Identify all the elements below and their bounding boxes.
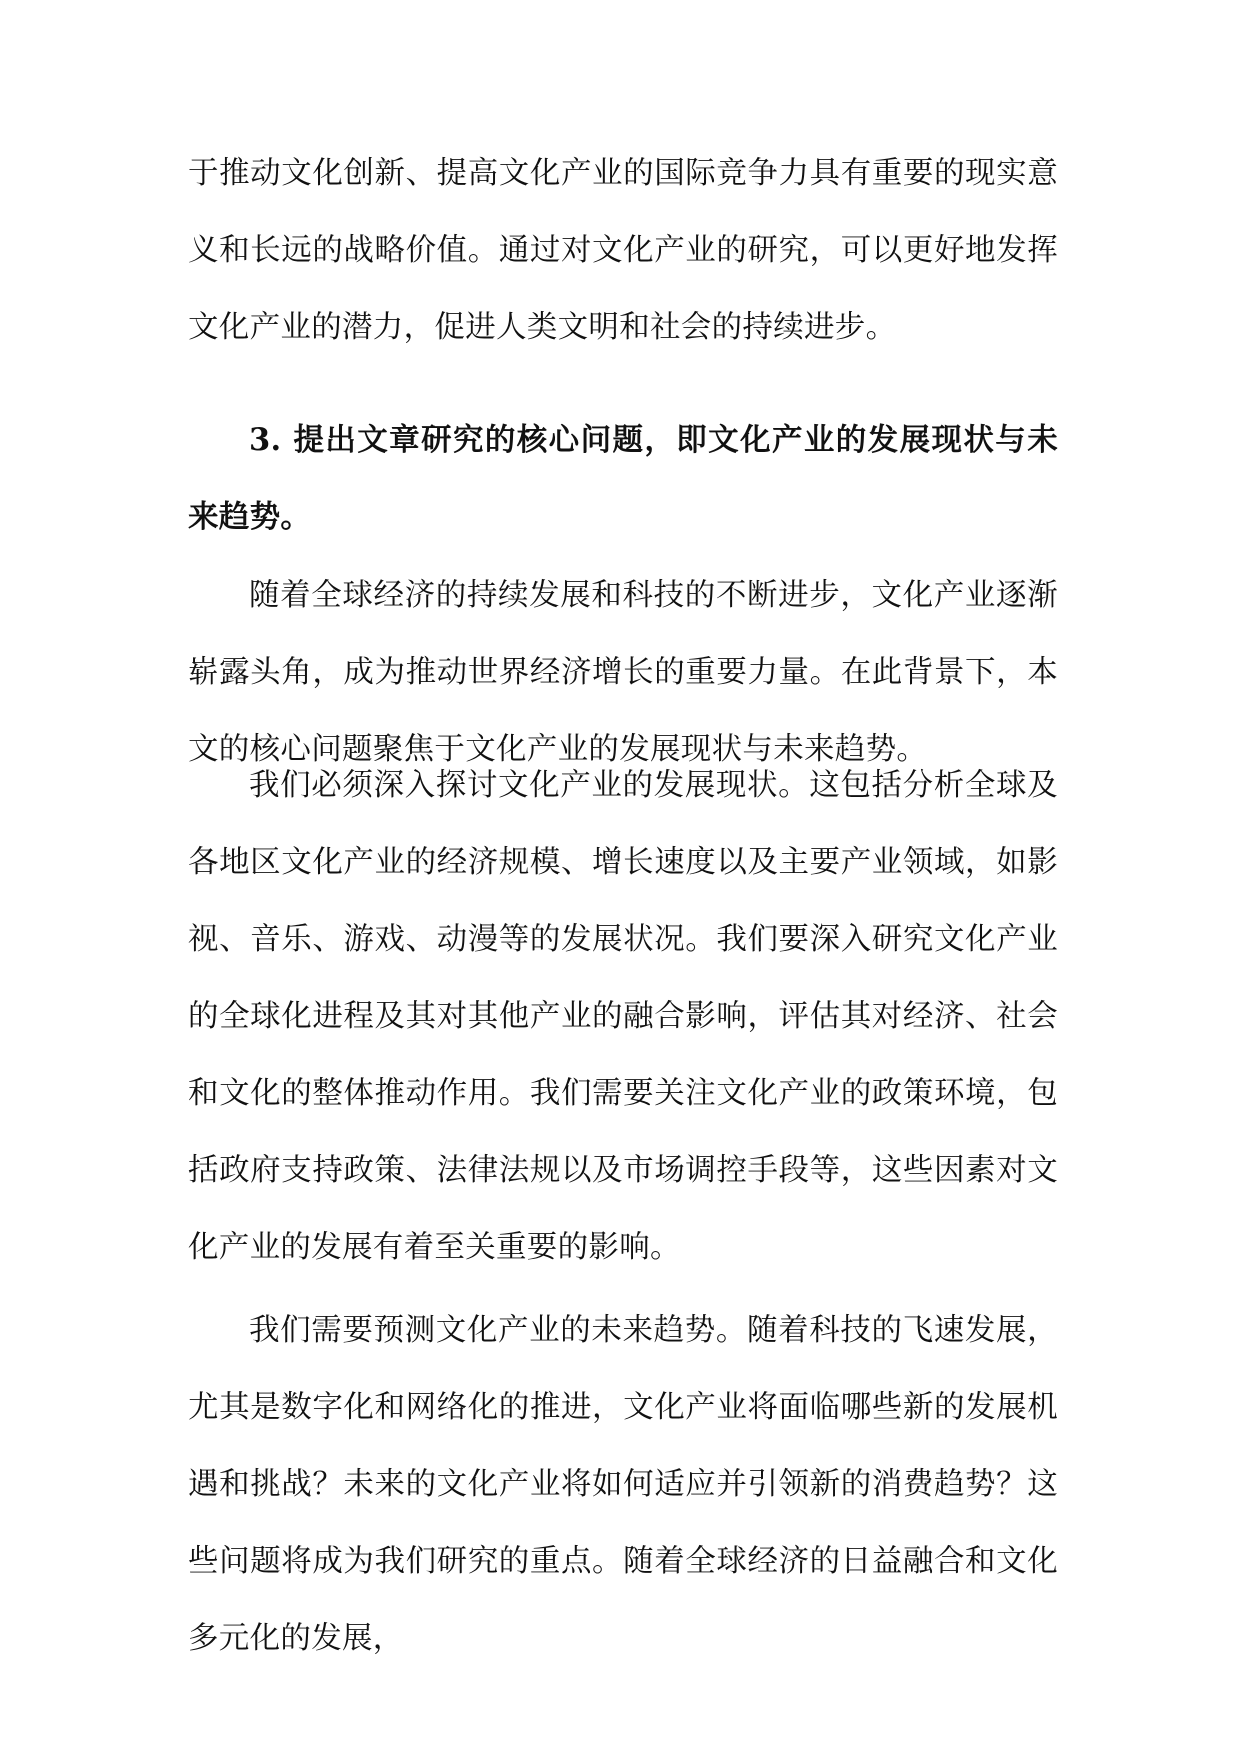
body-paragraph: 随着全球经济的持续发展和科技的不断进步，文化产业逐渐崭露头角，成为推动世界经济增长的重要力量。在此背景下，本文的核心问题聚焦于文化产业的发展现状与未来趋势。 (188, 578, 1058, 767)
section-heading: 3. 提出文章研究的核心问题，即文化产业的发展现状与未来趋势。 (188, 422, 1058, 535)
body-paragraph: 我们必须深入探讨文化产业的发展现状。这包括分析全球及各地区文化产业的经济规模、增长速度以及主要产业领域，如影视、音乐、游戏、动漫等的发展状况。我们要深入研究文化产业的全球化进程及其对其他产业的融合影响，评估其对经济、社会和文化的整体推动作用。我们需要关注文化产业的政策环境，包括政府支持政策、法律法规以及市场调控手段等，这些因素对文化产业的发展有着至关重要的影响。 (188, 768, 1058, 1265)
body-paragraph: 我们需要预测文化产业的未来趋势。随着科技的飞速发展，尤其是数字化和网络化的推进，文化产业将面临哪些新的发展机遇和挑战？未来的文化产业将如何适应并引领新的消费趋势？这些问题将成为我们研究的重点。随着全球经济的日益融合和文化多元化的发展， (188, 1313, 1058, 1656)
body-paragraph: 于推动文化创新、提高文化产业的国际竞争力具有重要的现实意义和长远的战略价值。通过对文化产业的研究，可以更好地发挥文化产业的潜力，促进人类文明和社会的持续进步。 (188, 156, 1058, 345)
